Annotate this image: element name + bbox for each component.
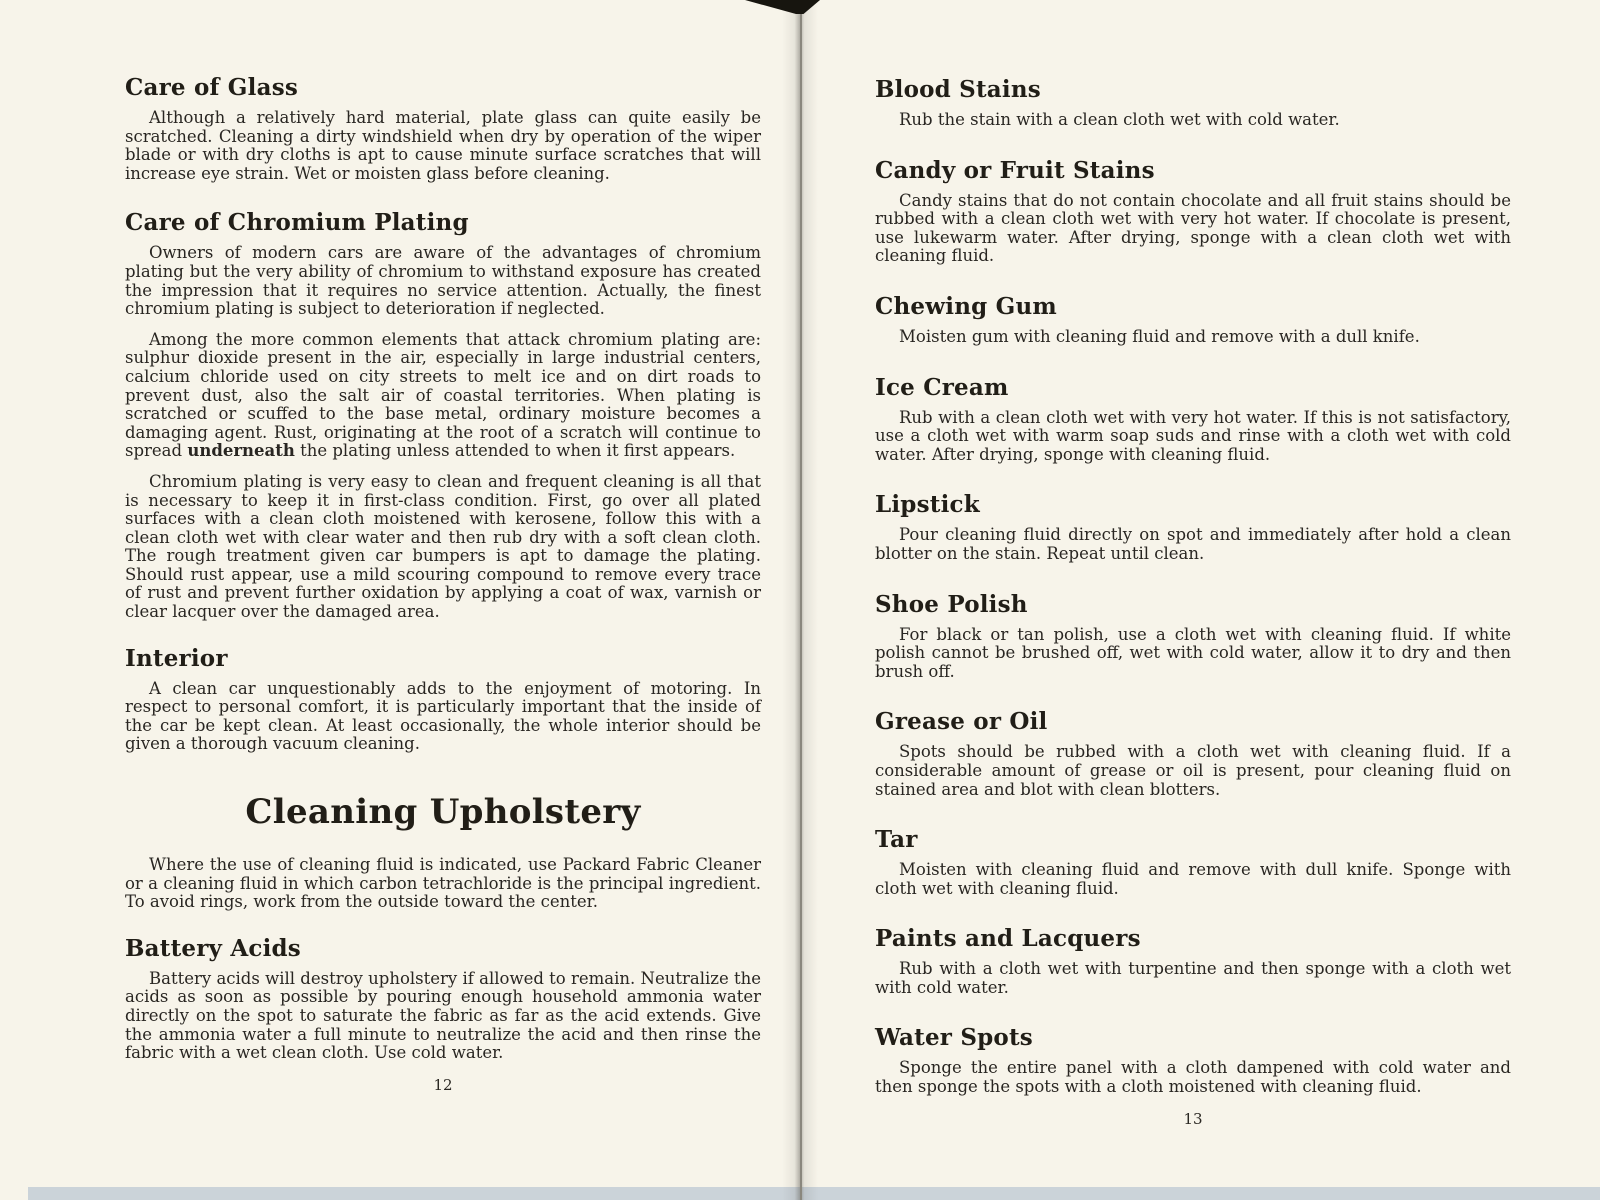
heading-care-of-chromium-plating: Care of Chromium Plating — [125, 209, 469, 237]
paragraph-chapter-intro: Where the use of cleaning fluid is indicated, use Packard Fabric Cleaner or a cleaning fluid in which carbon tetrachloride is the principal ingredient. To avoid rings, work from the outside toward the center. — [125, 855, 761, 912]
heading-battery-acids: Battery Acids — [125, 934, 301, 962]
paragraph-ice-cream: Rub with a clean cloth wet with very hot water. If this is not satisfactory, use a cloth wet with warm soap suds and rinse with a cloth wet with cold water. After drying, sponge with cleaning fluid. — [875, 407, 1511, 464]
heading-lipstick: Lipstick — [875, 491, 980, 519]
paragraph-care-of-glass: Although a relatively hard material, plate glass can quite easily be scratched. Cleaning a dirty windshield when dry by operation of the wiper blade or with dry cloths is apt to cause minute surface scratches that will increase eye strain. Wet or moisten glass before cleaning. — [125, 108, 761, 183]
stacked-page-edges — [0, 0, 40, 1188]
paragraph-water-spots: Sponge the entire panel with a cloth dampened with cold water and then sponge the spots with a cloth moistened with cleaning fluid. — [875, 1058, 1511, 1097]
heading-shoe-polish: Shoe Polish — [875, 590, 1028, 618]
page-number-left: 12 — [433, 1075, 453, 1094]
paragraph-lipstick: Pour cleaning fluid directly on spot and immediately after hold a clean blotter on the stain. Repeat until clean. — [875, 525, 1511, 563]
heading-water-spots: Water Spots — [875, 1024, 1033, 1052]
heading-tar: Tar — [875, 826, 918, 854]
paragraph-blood-stains: Rub the stain with a clean cloth wet with cold water. — [899, 110, 1340, 129]
paragraph-chromium-2-after: the plating unless attended to when it first appears. — [294, 441, 736, 461]
paragraph-tar: Moisten with cleaning fluid and remove with dull knife. Sponge with cloth wet with cleaning fluid. — [875, 860, 1511, 898]
paragraph-candy-or-fruit-stains: Candy stains that do not contain chocolate and all fruit stains should be rubbed with a clean cloth wet with very hot water. If chocolate is present, use lukewarm water. After drying, sponge with a clean cloth wet with cleaning fluid. — [875, 190, 1511, 266]
paragraph-paints-and-lacquers: Rub with a cloth wet with turpentine and then sponge with a cloth wet with cold water. — [875, 959, 1511, 997]
heading-candy-or-fruit-stains: Candy or Fruit Stains — [875, 156, 1155, 184]
heading-paints-and-lacquers: Paints and Lacquers — [875, 925, 1141, 953]
paragraph-battery-acids: Battery acids will destroy upholstery if allowed to remain. Neutralize the acids as soon as possible by pouring enough household ammonia water directly on the spot to saturate the fabric as far as the acid extends. Give the ammonia water a full minute to neutralize the acid and then rinse the fabric with a wet clean cloth. Use cold water. — [125, 968, 761, 1063]
left-page — [125, 74, 761, 1094]
paragraph-chromium-1: Owners of modern cars are aware of the advantages of chromium plating but the very ability of chromium to withstand exposure has created the impression that it requires no service attention. Actually, the finest chromium plating is subject to deterioration if neglected. — [125, 243, 761, 319]
heading-chewing-gum: Chewing Gum — [875, 292, 1057, 320]
heading-ice-cream: Ice Cream — [875, 373, 1009, 401]
paragraph-grease-or-oil: Spots should be rubbed with a cloth wet with cleaning fluid. If a considerable amount of grease or oil is present, pour cleaning fluid on stained area and blot with clean blotters. — [875, 742, 1511, 799]
paragraph-chewing-gum: Moisten gum with cleaning fluid and remove with a dull knife. — [899, 326, 1420, 346]
paragraph-chromium-3: Chromium plating is very easy to clean and frequent cleaning is all that is necessary to keep it in first-class condition. First, go over all plated surfaces with a clean cloth moistened with kerosene, follow this with a clean cloth wet with clear water and then rub dry with a soft clean cloth. The rough treatment given car bumpers is apt to damage the plating. Should rust appear, use a mild scouring compound to remove every trace of rust and prevent further oxidation by applying a coat of wax, varnish or clear lacquer over the damaged area. — [125, 471, 761, 622]
page-number-right: 13 — [1183, 1109, 1203, 1128]
paragraph-chromium-2 — [125, 331, 761, 461]
paragraph-chromium-2-bold: underneath — [187, 441, 295, 461]
heading-interior: Interior — [125, 644, 228, 672]
chapter-title-cleaning-upholstery: Cleaning Upholstery — [245, 792, 641, 833]
book-gutter-line — [800, 0, 802, 1200]
heading-grease-or-oil: Grease or Oil — [875, 708, 1048, 736]
paragraph-interior: A clean car unquestionably adds to the enjoyment of motoring. In respect to personal comfort, it is particularly important that the inside of the car be kept clean. At least occasionally, the whole interior should be given a thorough vacuum cleaning. — [125, 678, 761, 754]
right-page — [875, 76, 1511, 1128]
paragraph-shoe-polish: For black or tan polish, use a cloth wet with cleaning fluid. If white polish cannot be brushed off, wet with cold water, allow it to dry and then brush off. — [875, 624, 1511, 681]
paragraph-chromium-2-before: Among the more common elements that attack chromium plating are: sulphur dioxide present in the air, especially in large industrial centers, calcium chloride used on city streets to melt ice and on dirt roads to prevent dust, also the salt air of coastal territories. When plating is scratched or scuffed to the base metal, ordinary moisture becomes a damaging agent. Rust, originating at the root of a scratch will continue to spread — [125, 329, 761, 461]
heading-blood-stains: Blood Stains — [875, 76, 1041, 103]
heading-care-of-glass: Care of Glass — [125, 74, 298, 101]
